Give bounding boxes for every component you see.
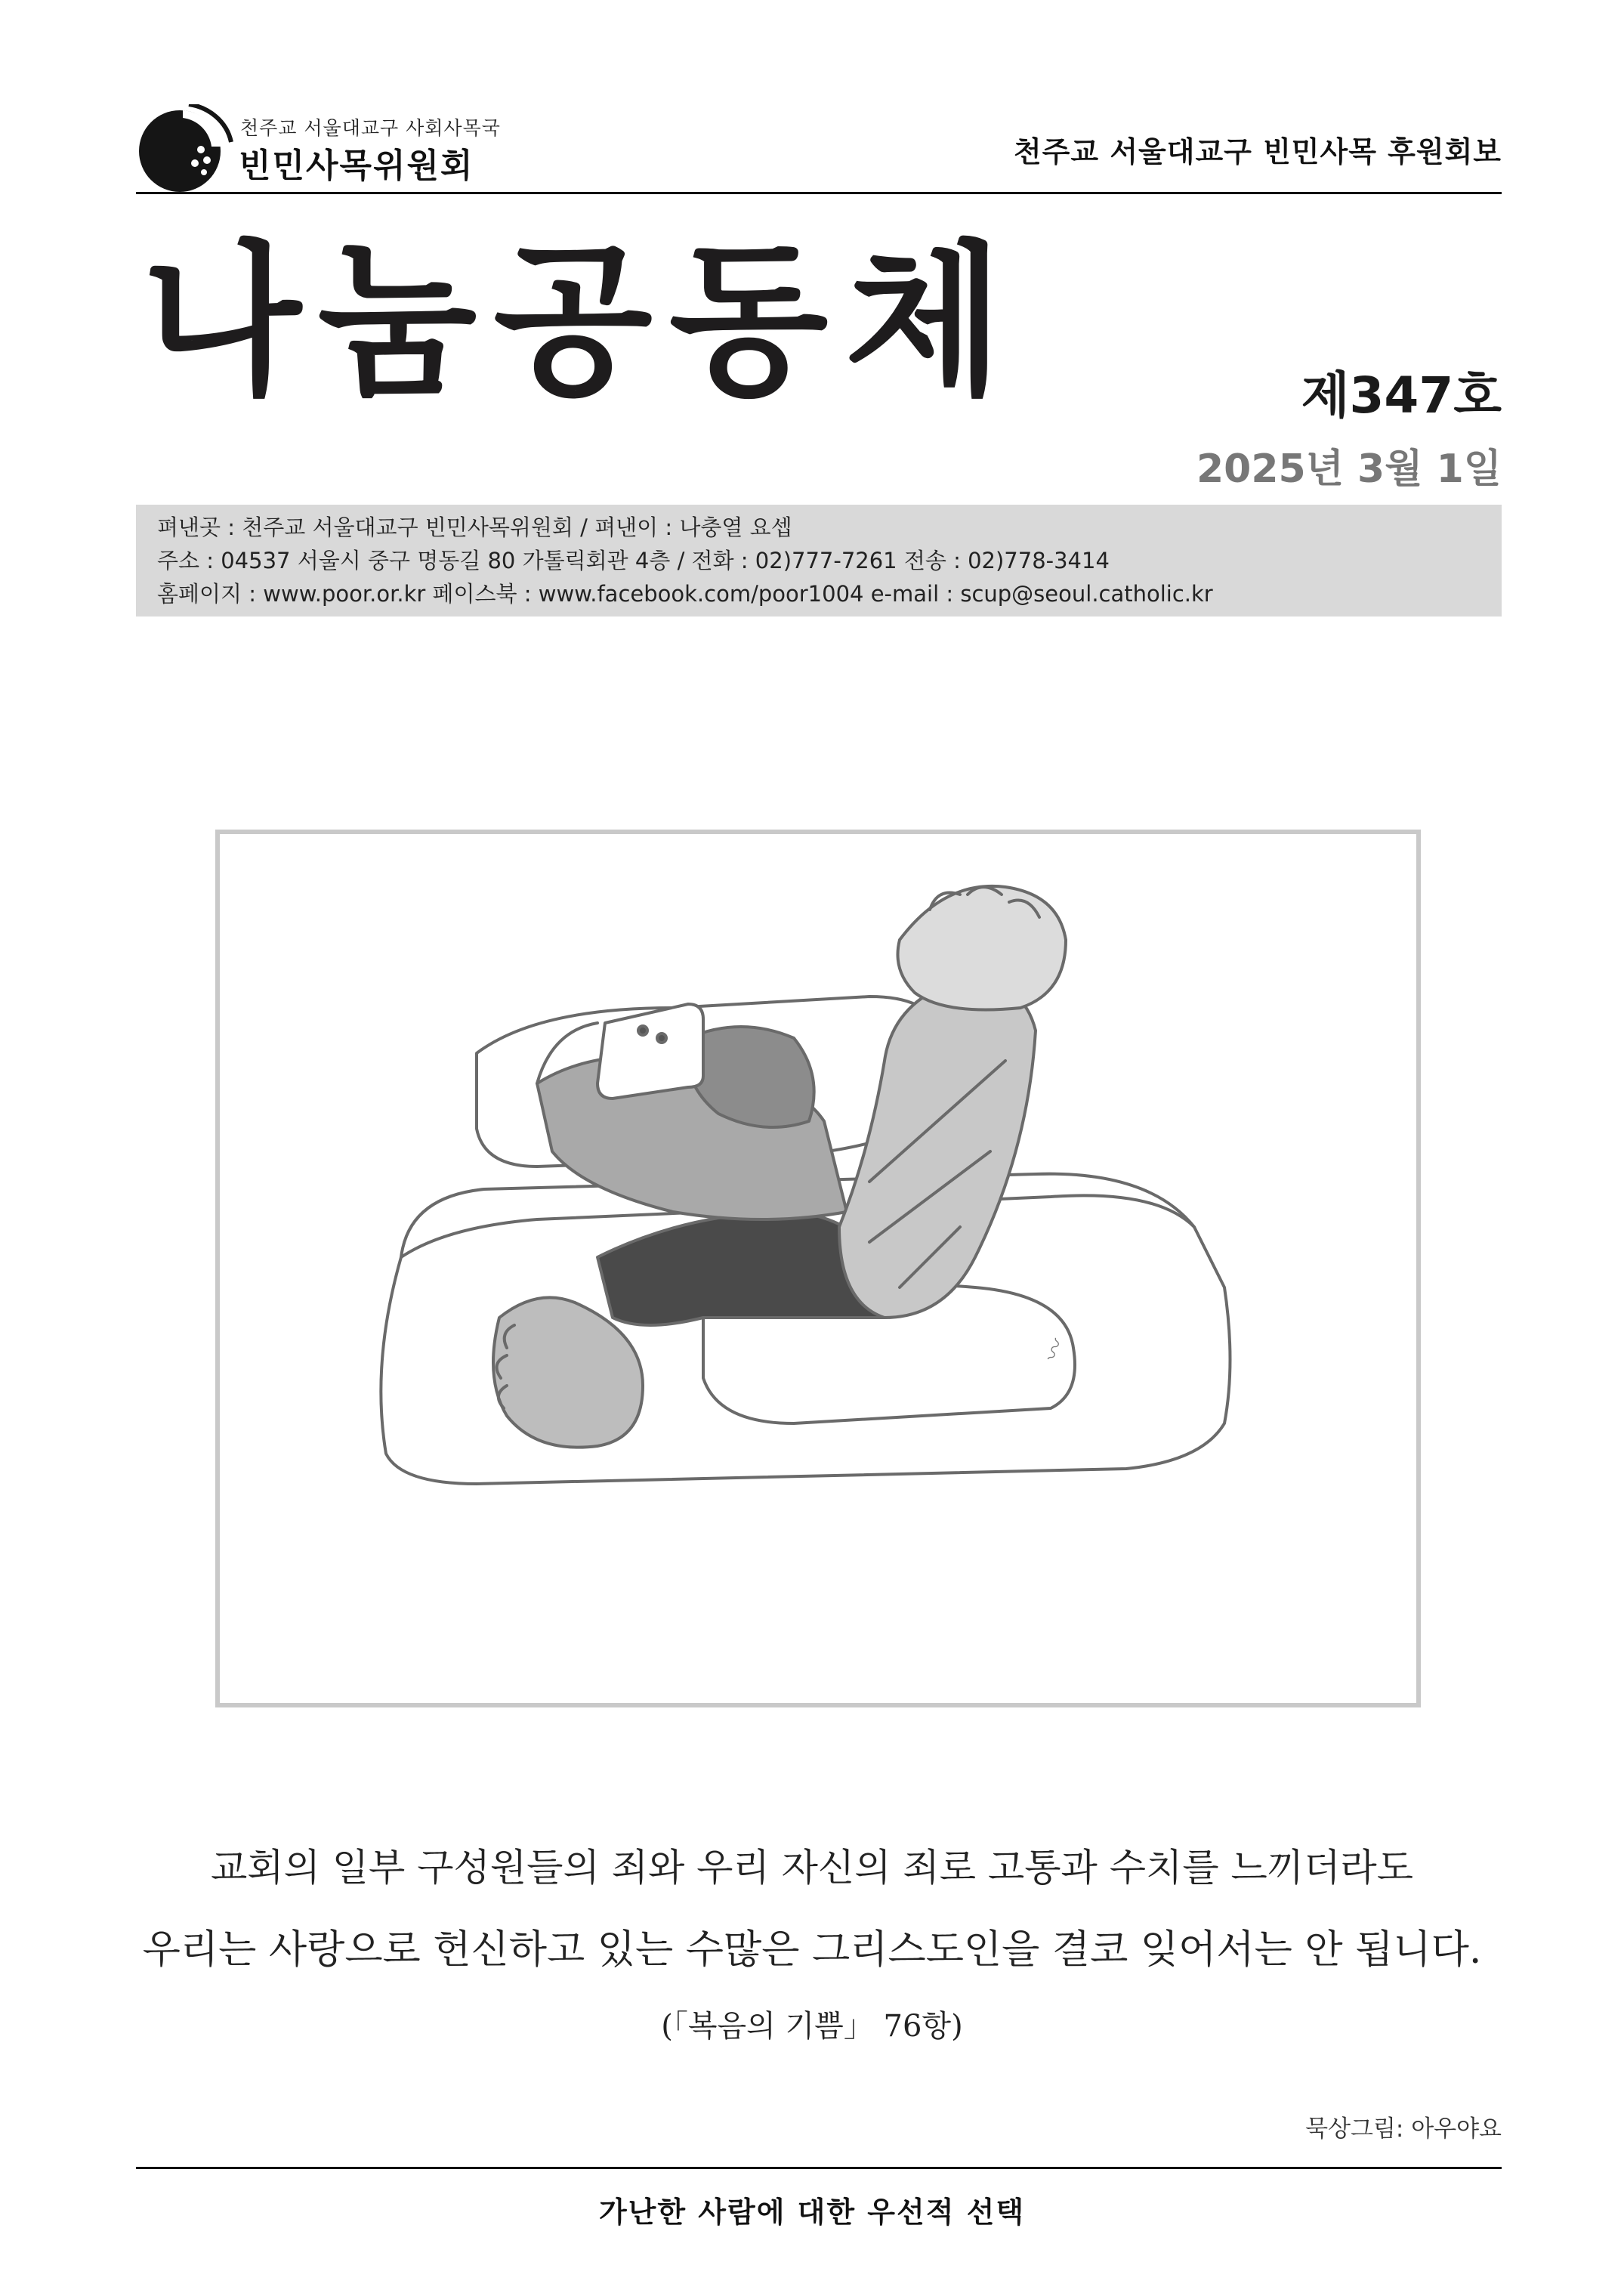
quote-line-1: 교회의 일부 구성원들의 죄와 우리 자신의 죄로 고통과 수치를 느끼더라도: [210, 1846, 1414, 1890]
publisher-line: 펴낸곳 : 천주교 서울대교구 빈민사목위원회 / 펴낸이 : 나충열 요셉: [157, 515, 792, 540]
issue-date: 2025년 3월 1일: [1196, 447, 1502, 492]
org-name: 빈민사목위원회: [239, 147, 474, 185]
illustration-credit: 묵상그림: 아우야요: [1305, 2115, 1502, 2143]
bottom-divider: [136, 2167, 1502, 2169]
address-line: 주소 : 04537 서울시 중구 명동길 80 가톨릭회관 4층 / 전화 : 02)777-7261 전송 : 02)778-3414: [157, 548, 1110, 573]
contact-line: 홈페이지 : www.poor.or.kr 페이스북 : www.facebook.com/poor1004 e-mail : scup@seoul.catholic.kr: [157, 581, 1213, 607]
organization-logo-icon: [136, 104, 234, 193]
org-subtitle: 천주교 서울대교구 사회사목국: [240, 117, 501, 139]
publisher-info-box: [136, 505, 1502, 617]
man-on-bed-with-cast-drawing-icon: [220, 834, 1416, 1703]
newsletter-title: 나눔공동체: [142, 227, 1020, 418]
footer-motto: 가난한 사람에 대한 우선적 선택: [598, 2196, 1026, 2229]
svg-text:〰: 〰: [1039, 1334, 1072, 1365]
bulletin-name: 천주교 서울대교구 빈민사목 후원회보: [1013, 135, 1502, 168]
illustration-frame: [215, 830, 1421, 1707]
top-divider: [136, 192, 1502, 194]
issue-number: 제347호: [1301, 366, 1502, 425]
quote-line-2: 우리는 사랑으로 헌신하고 있는 수많은 그리스도인을 결코 잊어서는 안 됩니다.: [142, 1927, 1482, 1973]
quote-source: (「복음의 기쁨」 76항): [661, 2009, 963, 2044]
